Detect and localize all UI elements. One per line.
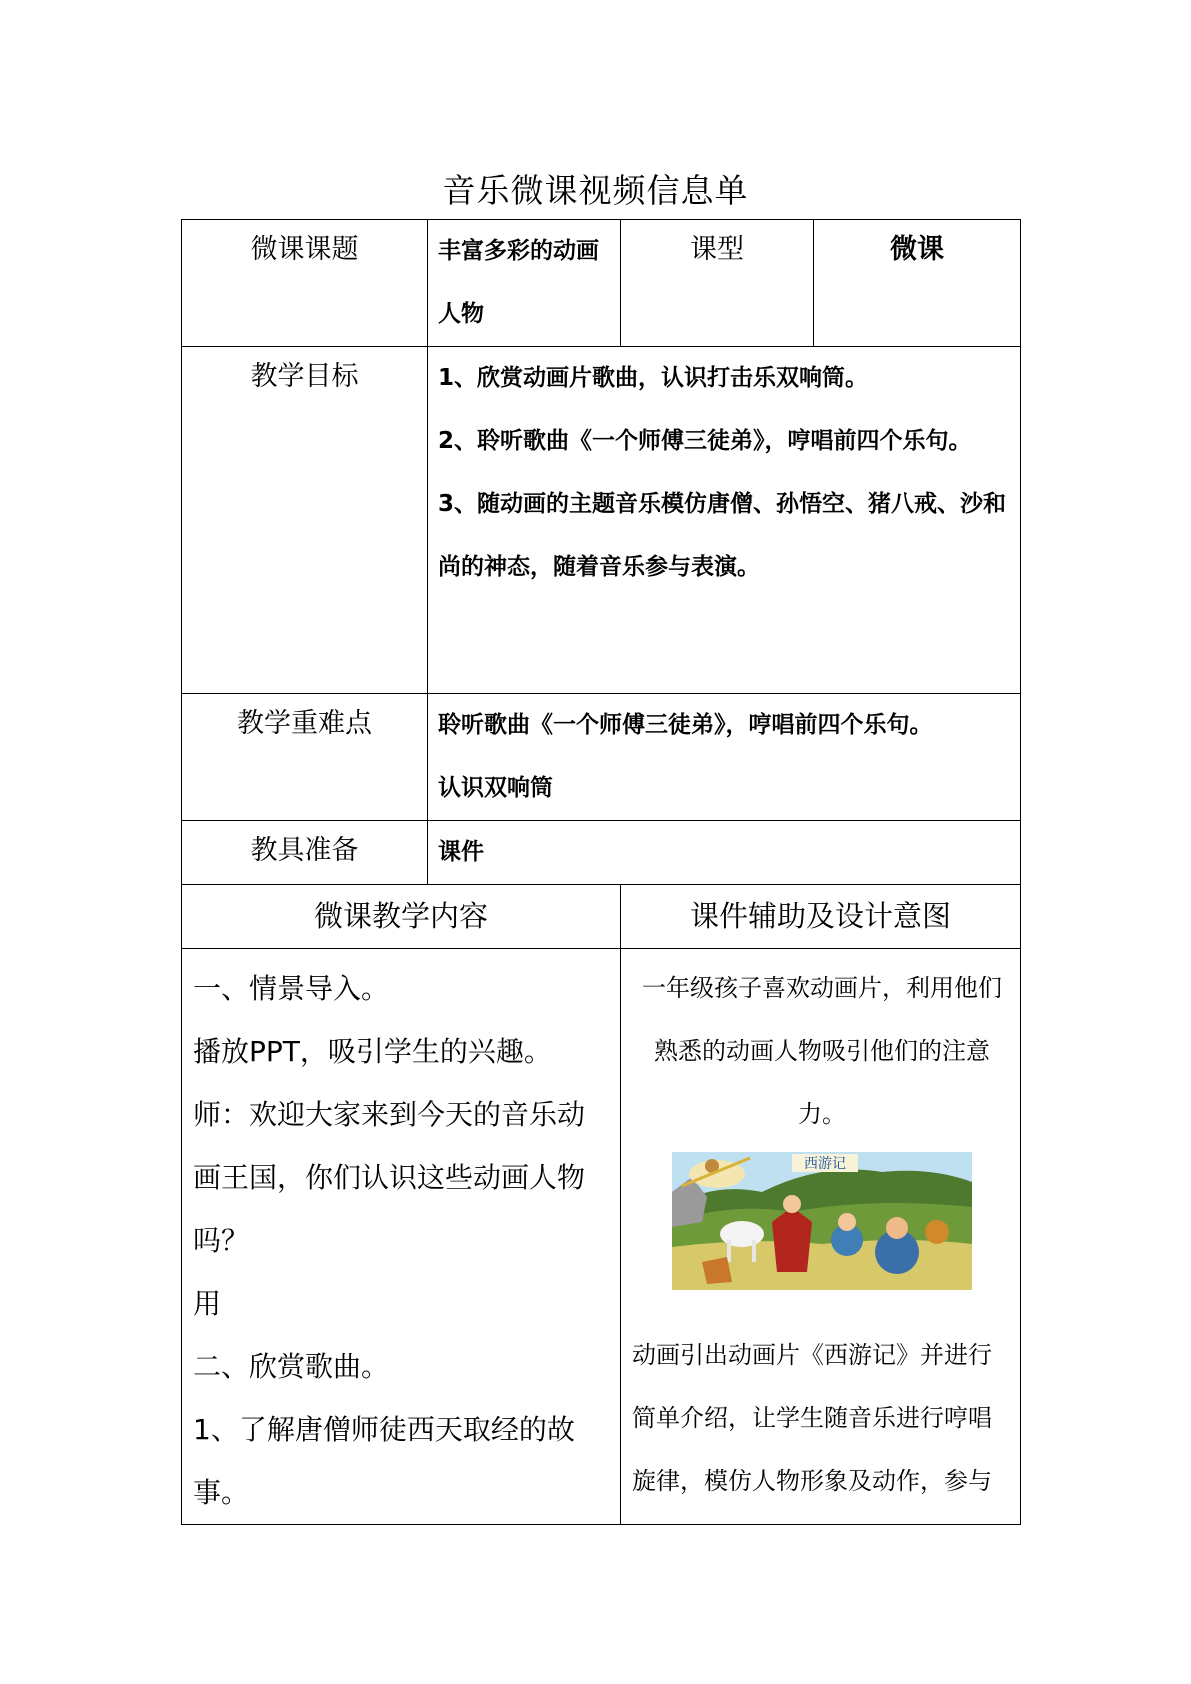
journey-west-illustration	[672, 1152, 972, 1290]
content-line: 播放PPT，吸引学生的兴趣。	[193, 1035, 552, 1068]
topic-row	[182, 220, 1021, 347]
content-header-right: 课件辅助及设计意图	[621, 885, 1021, 949]
key-point-item: 认识双响筒	[438, 775, 553, 801]
content-line: 二、欣赏歌曲。	[193, 1350, 390, 1383]
journey-west-image	[632, 1146, 1012, 1324]
topic-label: 微课课题	[182, 220, 428, 347]
objectives-label: 教学目标	[182, 347, 428, 694]
objectives-row	[182, 347, 1021, 694]
key-points-list	[428, 694, 1021, 821]
materials-value: 课件	[428, 821, 1021, 885]
objective-item: 2、聆听歌曲《一个师傅三徒弟》，哼唱前四个乐句。	[438, 428, 972, 454]
type-value: 微课	[814, 220, 1021, 347]
info-table	[181, 219, 1021, 1525]
content-left	[182, 949, 621, 1525]
key-points-label: 教学重难点	[182, 694, 428, 821]
objective-item: 1、欣赏动画片歌曲，认识打击乐双响筒。	[438, 365, 869, 391]
topic-value: 丰富多彩的动画人物	[428, 220, 621, 347]
image-caption: 西游记	[804, 1156, 846, 1172]
content-right	[621, 949, 1021, 1525]
after-text: 动画引出动画片《西游记》并进行简单介绍，让学生随音乐进行哼唱旋律，模仿人物形象及动作，参与	[632, 1341, 992, 1495]
content-line: 师：欢迎大家来到今天的音乐动画王国，你们认识这些动画人物吗？	[193, 1098, 586, 1257]
content-header-row	[182, 885, 1021, 949]
objectives-list	[428, 347, 1021, 694]
objective-item: 3、随动画的主题音乐模仿唐僧、孙悟空、猪八戒、沙和尚的神态，随着音乐参与表演。	[438, 491, 1007, 580]
content-line: 1、了解唐僧师徒西天取经的故事。	[193, 1413, 575, 1509]
materials-row	[182, 821, 1021, 885]
materials-label: 教具准备	[182, 821, 428, 885]
key-points-row	[182, 694, 1021, 821]
content-header-left: 微课教学内容	[182, 885, 621, 949]
intro-text: 一年级孩子喜欢动画片，利用他们熟悉的动画人物吸引他们的注意力。	[642, 974, 1002, 1128]
content-row	[182, 949, 1021, 1525]
key-point-item: 聆听歌曲《一个师傅三徒弟》，哼唱前四个乐句。	[438, 712, 933, 738]
page-title: 音乐微课视频信息单	[442, 171, 749, 210]
content-line: 用	[193, 1287, 222, 1320]
content-line: 一、情景导入。	[193, 972, 390, 1005]
type-label: 课型	[621, 220, 814, 347]
